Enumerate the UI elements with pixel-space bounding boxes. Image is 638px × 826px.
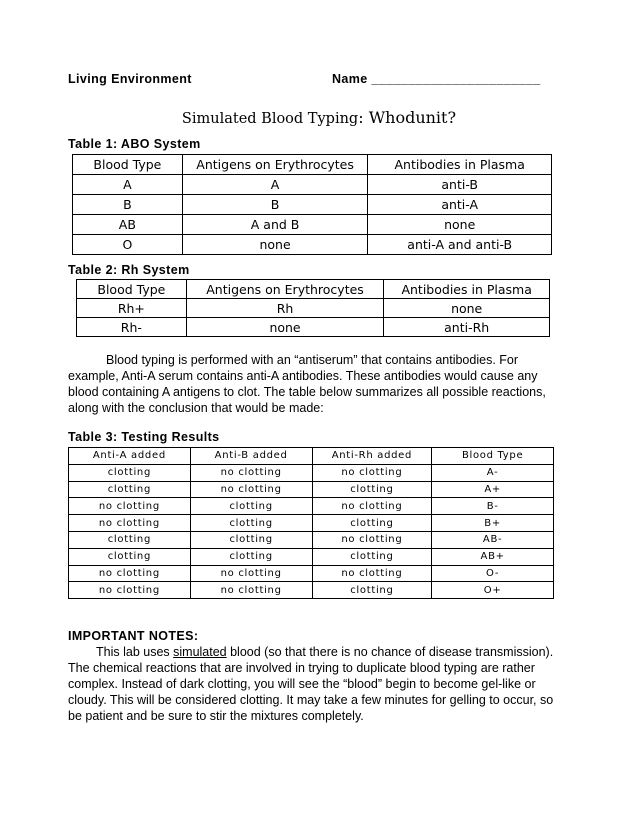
table-cell: anti-A bbox=[368, 195, 552, 215]
title-main: Simulated Blood Typing bbox=[181, 111, 359, 127]
paragraph-line: example, Anti-A serum contains anti-A antibodies. These antibodies would cause any bbox=[68, 369, 538, 383]
table-cell: no clotting bbox=[190, 565, 312, 582]
table-cell: no clotting bbox=[69, 582, 191, 599]
table-cell: no clotting bbox=[69, 515, 191, 532]
table-cell: A bbox=[182, 175, 368, 195]
table-cell: clotting bbox=[190, 498, 312, 515]
table-cell: clotting bbox=[69, 481, 191, 498]
table-cell: none bbox=[182, 235, 368, 255]
table-cell: AB+ bbox=[432, 548, 554, 565]
intro-paragraph bbox=[68, 352, 588, 416]
table-cell: B bbox=[182, 195, 368, 215]
table-cell: O+ bbox=[432, 582, 554, 599]
table-row bbox=[69, 565, 554, 582]
table-cell: clotting bbox=[312, 481, 432, 498]
table-cell: A- bbox=[432, 464, 554, 481]
column-header: Anti-B added bbox=[190, 448, 312, 465]
table-row bbox=[69, 531, 554, 548]
table-cell: A+ bbox=[432, 481, 554, 498]
column-header: Antigens on Erythrocytes bbox=[186, 280, 384, 299]
paragraph-line: along with the conclusion that would be made: bbox=[68, 401, 324, 415]
table-cell: no clotting bbox=[190, 582, 312, 599]
column-header: Blood Type bbox=[77, 280, 187, 299]
paragraph-line: complex. Instead of dark clotting, you will see the “blood” begin to become gel-like or bbox=[68, 677, 536, 691]
paragraph-line: Blood typing is performed with an “antiserum” that contains antibodies. For bbox=[106, 353, 519, 367]
table-cell: clotting bbox=[312, 548, 432, 565]
table-cell: clotting bbox=[69, 548, 191, 565]
paragraph-line: be patient and be sure to stir the mixtures completely. bbox=[68, 709, 364, 723]
table-cell: anti-A and anti-B bbox=[368, 235, 552, 255]
table-cell: clotting bbox=[190, 515, 312, 532]
table-cell: no clotting bbox=[190, 464, 312, 481]
table-cell: Rh+ bbox=[77, 299, 187, 318]
column-header: Blood Type bbox=[432, 448, 554, 465]
table-cell: clotting bbox=[312, 515, 432, 532]
table-row bbox=[69, 582, 554, 599]
column-header: Anti-A added bbox=[69, 448, 191, 465]
table-row bbox=[73, 235, 552, 255]
table-cell: Rh bbox=[186, 299, 384, 318]
table-cell: B- bbox=[432, 498, 554, 515]
notes-heading: IMPORTANT NOTES: bbox=[68, 629, 199, 643]
table-cell: O bbox=[73, 235, 183, 255]
abo-table bbox=[72, 154, 552, 255]
table-cell: anti-B bbox=[368, 175, 552, 195]
table-cell: no clotting bbox=[312, 464, 432, 481]
table-cell: no clotting bbox=[312, 531, 432, 548]
page-title bbox=[0, 108, 638, 127]
paragraph-line: This lab uses simulated blood (so that there is no chance of disease transmission). bbox=[96, 645, 554, 659]
table-cell: Rh- bbox=[77, 318, 187, 337]
notes-paragraph bbox=[68, 644, 592, 724]
table-cell: A and B bbox=[182, 215, 368, 235]
table-cell: O- bbox=[432, 565, 554, 582]
table-cell: clotting bbox=[312, 582, 432, 599]
table-cell: no clotting bbox=[69, 565, 191, 582]
table-row bbox=[73, 215, 552, 235]
table-header-row bbox=[73, 155, 552, 175]
column-header: Blood Type bbox=[73, 155, 183, 175]
table-row bbox=[73, 195, 552, 215]
table-cell: clotting bbox=[69, 464, 191, 481]
table-cell: A bbox=[73, 175, 183, 195]
table-row bbox=[77, 318, 550, 337]
table-cell: clotting bbox=[190, 531, 312, 548]
column-header: Antibodies in Plasma bbox=[384, 280, 550, 299]
table-cell: AB- bbox=[432, 531, 554, 548]
table-row bbox=[73, 175, 552, 195]
testing-results-table bbox=[68, 447, 554, 599]
table-header-row bbox=[69, 448, 554, 465]
table-row bbox=[69, 548, 554, 565]
table-header-row bbox=[77, 280, 550, 299]
paragraph-line: cloudy. This will be considered clotting. It may take a few minutes for gelling to occur, so bbox=[68, 693, 554, 707]
table-cell: no clotting bbox=[312, 498, 432, 515]
table-cell: B bbox=[73, 195, 183, 215]
table-row bbox=[77, 299, 550, 318]
table-cell: none bbox=[384, 299, 550, 318]
table-cell: B+ bbox=[432, 515, 554, 532]
table-cell: no clotting bbox=[190, 481, 312, 498]
table-cell: none bbox=[186, 318, 384, 337]
table-cell: clotting bbox=[190, 548, 312, 565]
paragraph-line: The chemical reactions that are involved in trying to duplicate blood typing are rather bbox=[68, 661, 535, 675]
column-header: Antigens on Erythrocytes bbox=[182, 155, 368, 175]
course-label: Living Environment bbox=[68, 72, 192, 86]
table-cell: no clotting bbox=[69, 498, 191, 515]
table-row bbox=[69, 481, 554, 498]
table1-caption: Table 1: ABO System bbox=[68, 137, 201, 151]
table-cell: none bbox=[368, 215, 552, 235]
underlined-word: simulated bbox=[173, 645, 227, 659]
paragraph-line: blood containing A antigens to clot. The table below summarizes all possible reactions, bbox=[68, 385, 546, 399]
column-header: Antibodies in Plasma bbox=[368, 155, 552, 175]
title-sub: : Whodunit? bbox=[358, 108, 457, 127]
table-cell: clotting bbox=[69, 531, 191, 548]
table-row bbox=[69, 498, 554, 515]
table-cell: no clotting bbox=[312, 565, 432, 582]
table-row bbox=[69, 515, 554, 532]
table2-caption: Table 2: Rh System bbox=[68, 263, 190, 277]
table-row bbox=[69, 464, 554, 481]
name-field: Name _______________________ bbox=[332, 72, 541, 86]
table-cell: AB bbox=[73, 215, 183, 235]
column-header: Anti-Rh added bbox=[312, 448, 432, 465]
table-cell: anti-Rh bbox=[384, 318, 550, 337]
rh-table bbox=[76, 279, 550, 337]
table3-caption: Table 3: Testing Results bbox=[68, 430, 220, 444]
